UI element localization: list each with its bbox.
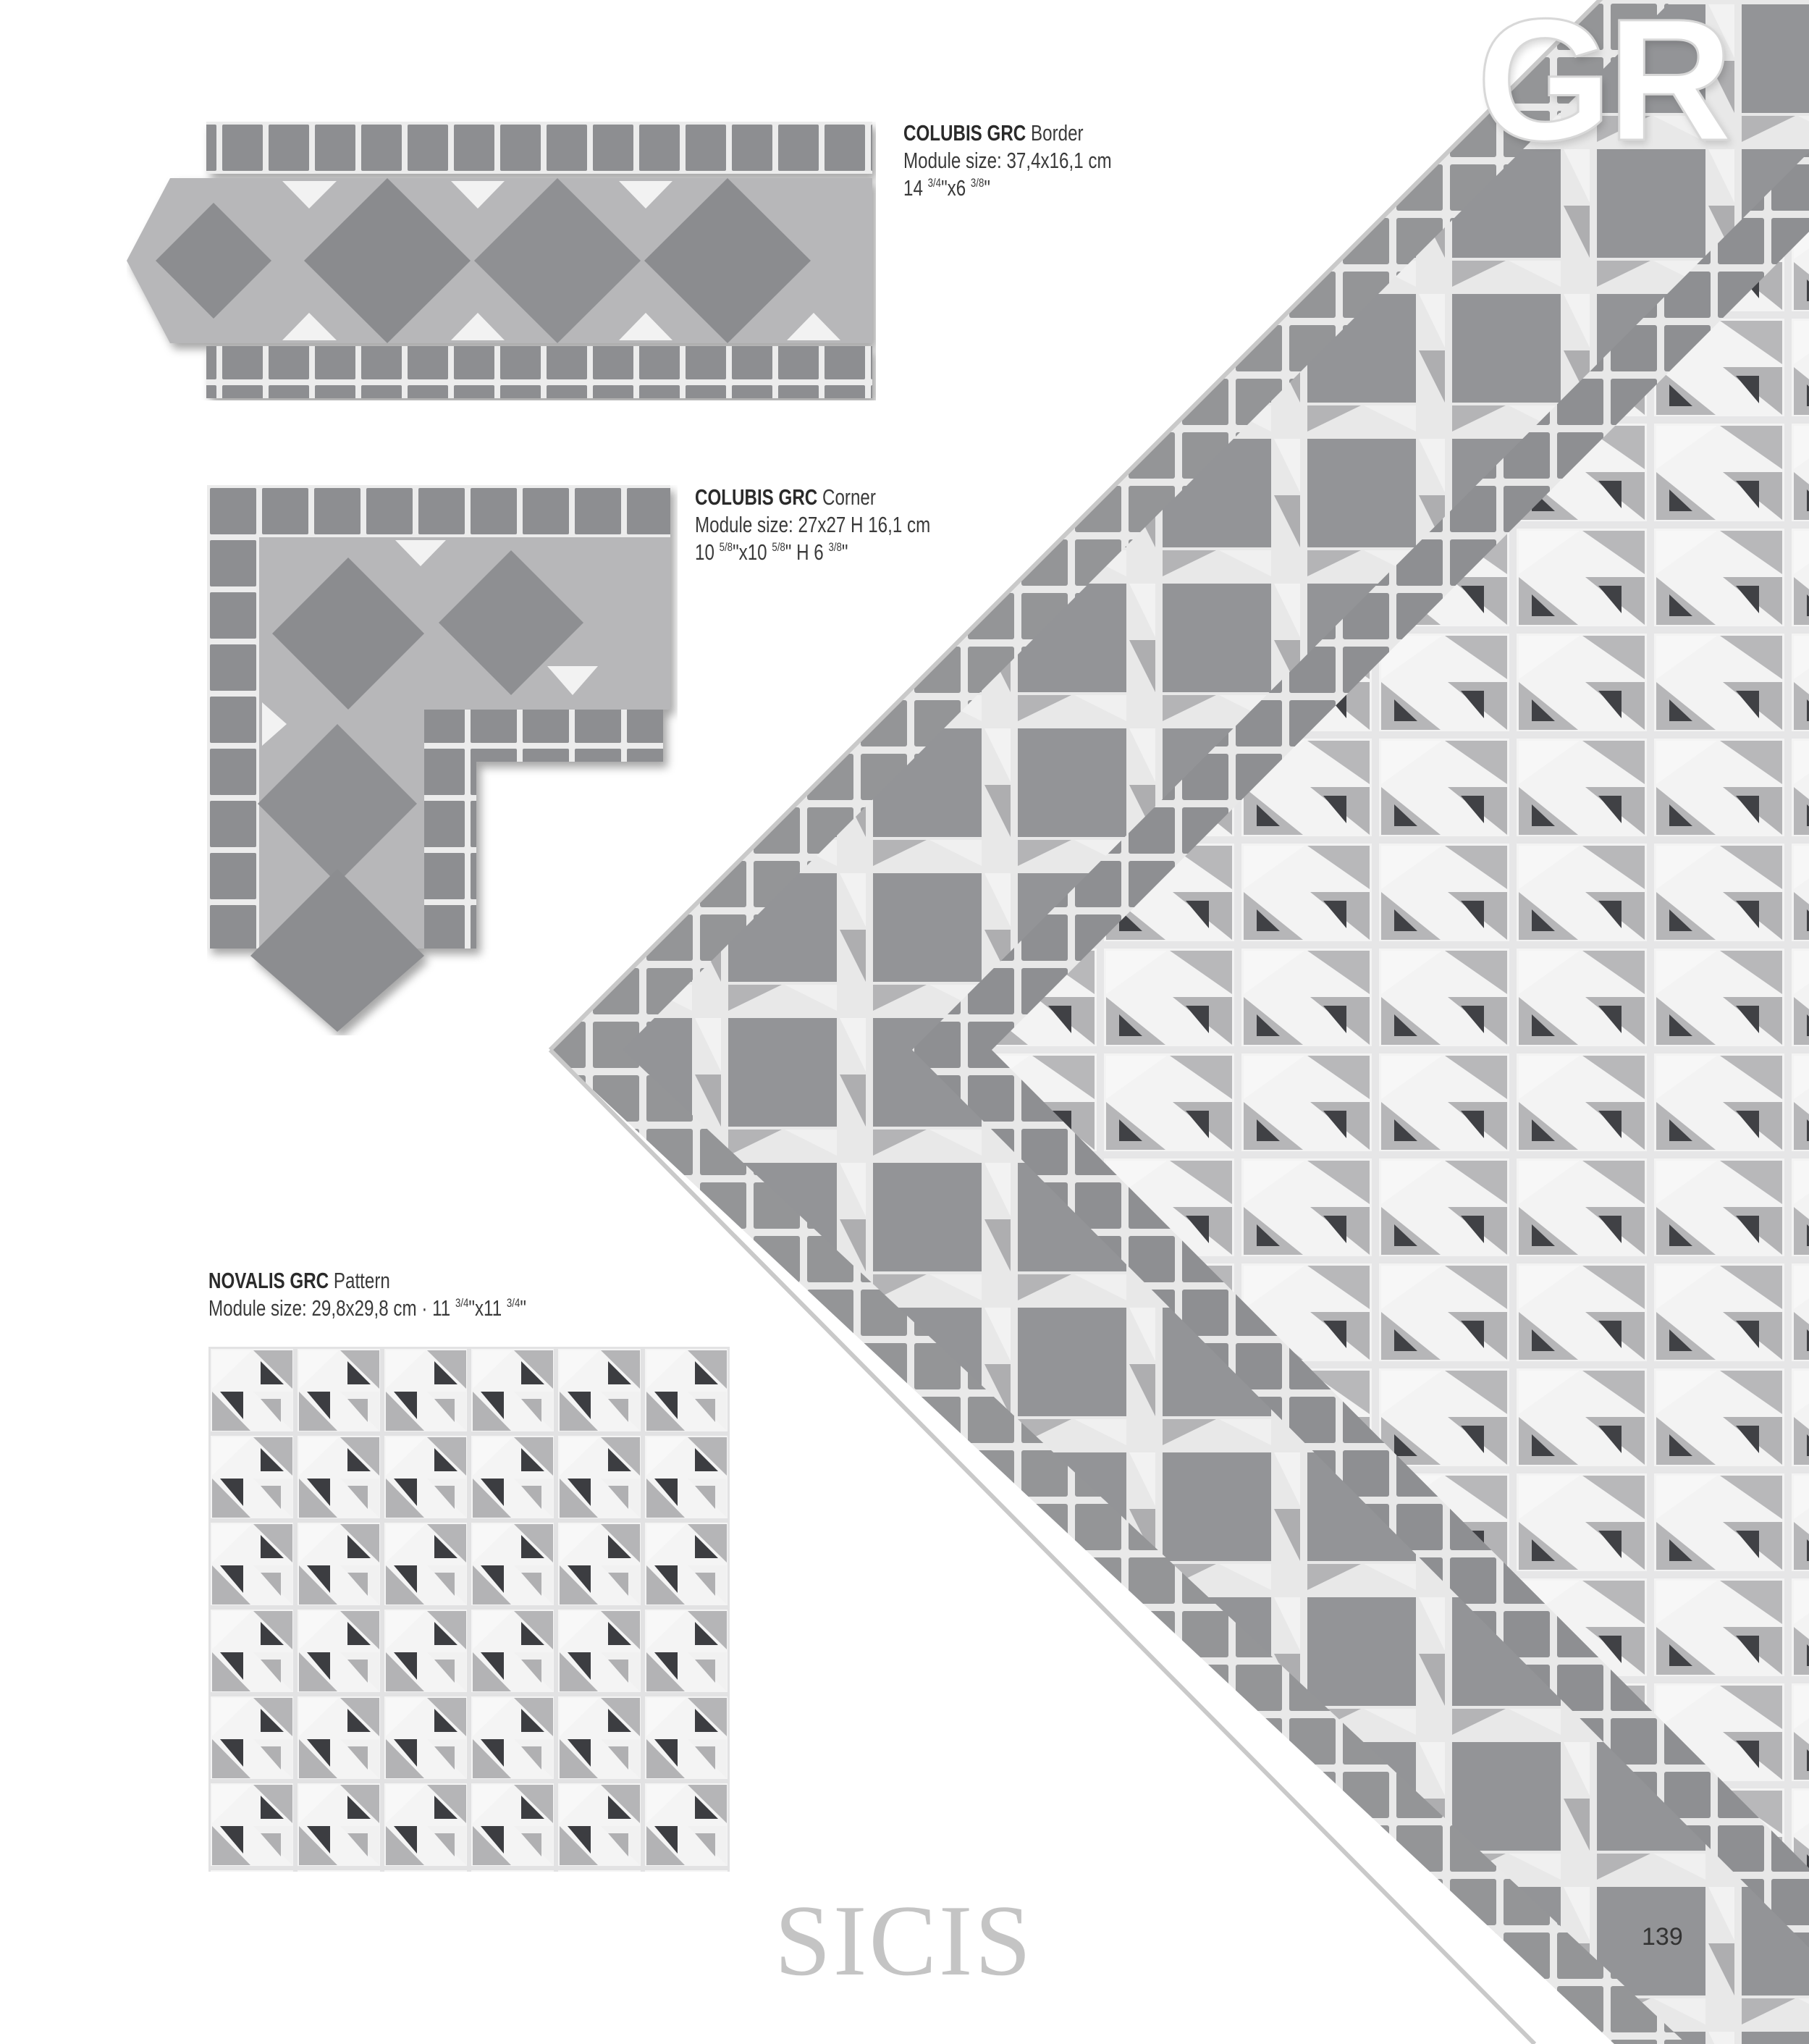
corner-module-size: Module size: 27x27 H 16,1 cm: [695, 512, 931, 537]
corner-inch-size: 10 $^{5/8}$"x10 $^{5/8}$" H 6 $^{3/8}$": [695, 539, 848, 565]
pattern-product-name: NOVALIS GRC: [208, 1268, 329, 1293]
section-title-gr: GR: [1477, 0, 1729, 177]
pattern-module-size: Module size: 29,8x29,8 cm · 11 $^{3/4}$"x11 $^{3/4}$": [208, 1295, 526, 1321]
border-tile-image: [127, 122, 876, 400]
brand-logo: SICIS: [775, 1885, 1034, 1997]
border-module-size: Module size: 37,4x16,1 cm: [903, 148, 1112, 173]
pattern-tile-image: [208, 1347, 730, 1872]
corner-tile-image: [207, 485, 678, 1035]
corner-product-name: COLUBIS GRC: [695, 484, 818, 510]
pattern-product-type: Pattern: [333, 1268, 390, 1293]
pattern-caption: [208, 1267, 526, 1322]
page-number: 139: [1642, 1923, 1683, 1951]
border-inch-size: 14 $^{3/4}$"x6 $^{3/8}$": [903, 175, 990, 201]
border-caption: [903, 119, 1112, 202]
corner-caption: [695, 484, 930, 566]
border-product-type: Border: [1030, 120, 1084, 146]
border-product-name: COLUBIS GRC: [903, 120, 1026, 146]
corner-product-type: Corner: [822, 484, 876, 510]
